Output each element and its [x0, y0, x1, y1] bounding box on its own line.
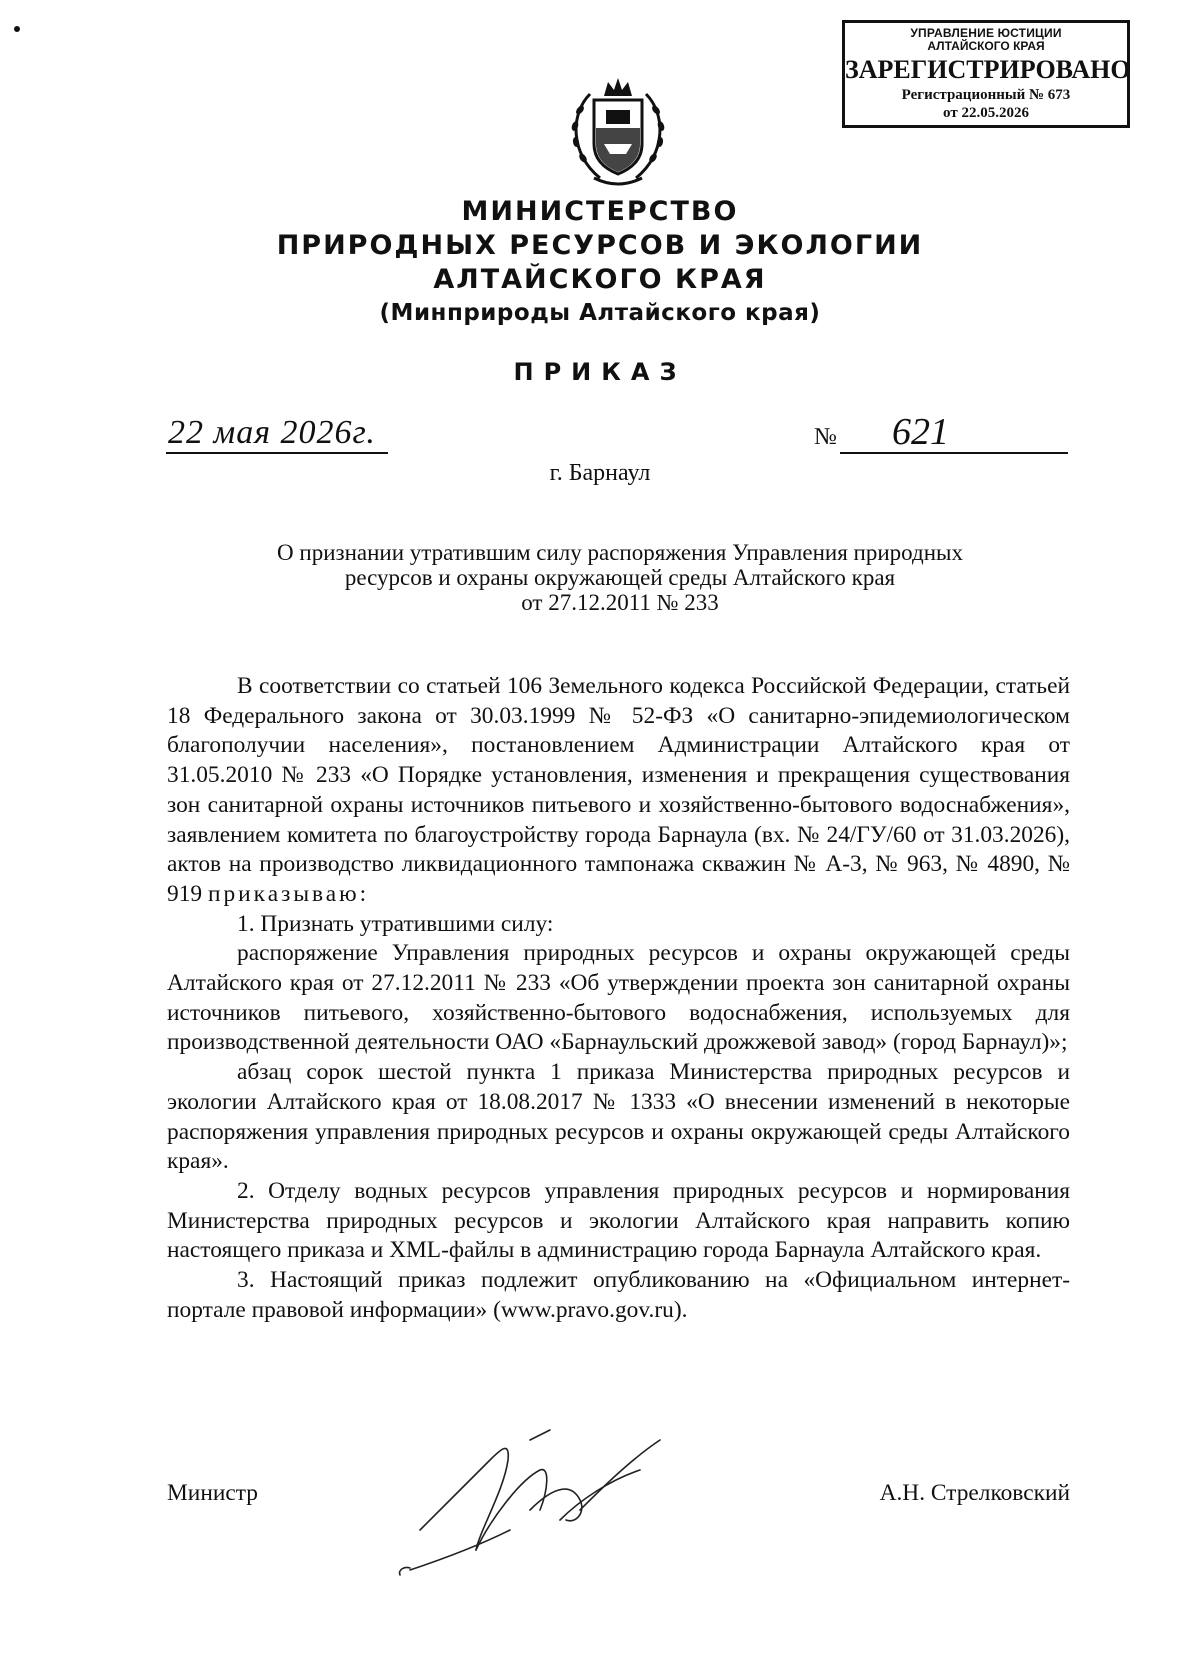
signatory-role: Министр [167, 1480, 258, 1506]
body-paragraph: абзац сорок шестой пункта 1 приказа Министерства природных ресурсов и экологии Алтайского края от 18.08.2017 № 1333 «О внесении изменений в некоторые распоряжения управления природных ресурсов и охраны окружающей среды Алтайского края». [167, 1059, 1070, 1175]
document-subject [220, 540, 1020, 615]
ministry-short-name: (Минприроды Алтайского края) [379, 300, 821, 326]
handwritten-number: 621 [892, 411, 949, 453]
date-underline [166, 452, 388, 454]
handwritten-signature [380, 1420, 700, 1580]
coat-of-arms-icon [560, 74, 676, 190]
subject-line: ресурсов и охраны окружающей среды Алтайского края [344, 565, 896, 590]
ministry-title-line3: АЛТАЙСКОГО КРАЯ [433, 264, 767, 295]
document-body [167, 672, 1070, 1325]
ministry-title-line2: ПРИРОДНЫХ РЕСУРСОВ И ЭКОЛОГИИ [276, 230, 924, 261]
scan-dot [14, 26, 20, 32]
handwritten-date: 22 мая 2026г. [168, 414, 376, 451]
number-label: № [814, 424, 837, 450]
preamble-text: В соответствии со статьей 106 Земельного кодекса Российской Федерации, статьей 18 Федерального закона от 30.03.1999 № 52-ФЗ «О санитарно-эпидемиологическом благополучии населения», постановлением Администрации Алтайского края от 31.05.2010 № 233 «О Порядке установления, изменения и прекращения существования зон санитарной охраны источников питьевого и хозяйственно-бытового водоснабжения», заявлением комитета по благоустройству города Барнаула (вх. № 24/ГУ/60 от 31.03.2026), актов на производство ликвидационного тампонажа скважин № А-3, № 963, № 4890, № 919 [167, 673, 1070, 907]
subject-line: от 27.12.2011 № 233 [521, 590, 719, 615]
registration-stamp [842, 20, 1130, 128]
order-word: приказываю: [207, 880, 370, 907]
document-type: ПРИКАЗ [513, 358, 687, 386]
body-paragraph: распоряжение Управления природных ресурсов и охраны окружающей среды Алтайского края от 27.12.2011 № 233 «Об утверждении проекта зон санитарной охраны источников питьевого, хозяйственно-бытового водоснабжения, используемых для производственной деятельности ОАО «Барнаульский дрожжевой завод» (город Барнаул)»; [167, 940, 1070, 1056]
signatory-name: А.Н. Стрелковский [879, 1480, 1070, 1506]
city: г. Барнаул [549, 460, 651, 486]
body-paragraph-preamble [167, 672, 1070, 910]
number-underline [840, 452, 1068, 454]
subject-line: О признании утратившим силу распоряжения Управления природных [277, 540, 963, 565]
ministry-title-line1: МИНИСТЕРСТВО [461, 196, 739, 227]
stamp-registered: ЗАРЕГИСТРИРОВАНО [845, 55, 1131, 84]
body-paragraph: 1. Признать утратившими силу: [237, 910, 554, 937]
stamp-authority-line1: УПРАВЛЕНИЕ ЮСТИЦИИ [910, 26, 1062, 40]
stamp-authority-line2: АЛТАЙСКОГО КРАЯ [927, 39, 1045, 53]
stamp-reg-date: от 22.05.2026 [943, 105, 1029, 121]
body-paragraph: 3. Настоящий приказ подлежит опубликованию на «Официальном интернет-портале правовой информации» (www.pravo.gov.ru). [167, 1267, 1070, 1323]
stamp-reg-number: Регистрационный № 673 [901, 87, 1071, 103]
body-paragraph: 2. Отделу водных ресурсов управления природных ресурсов и нормирования Министерства природных ресурсов и экологии Алтайского края направить копию настоящего приказа и XML-файлы в администрацию города Барнаула Алтайского края. [167, 1177, 1070, 1264]
